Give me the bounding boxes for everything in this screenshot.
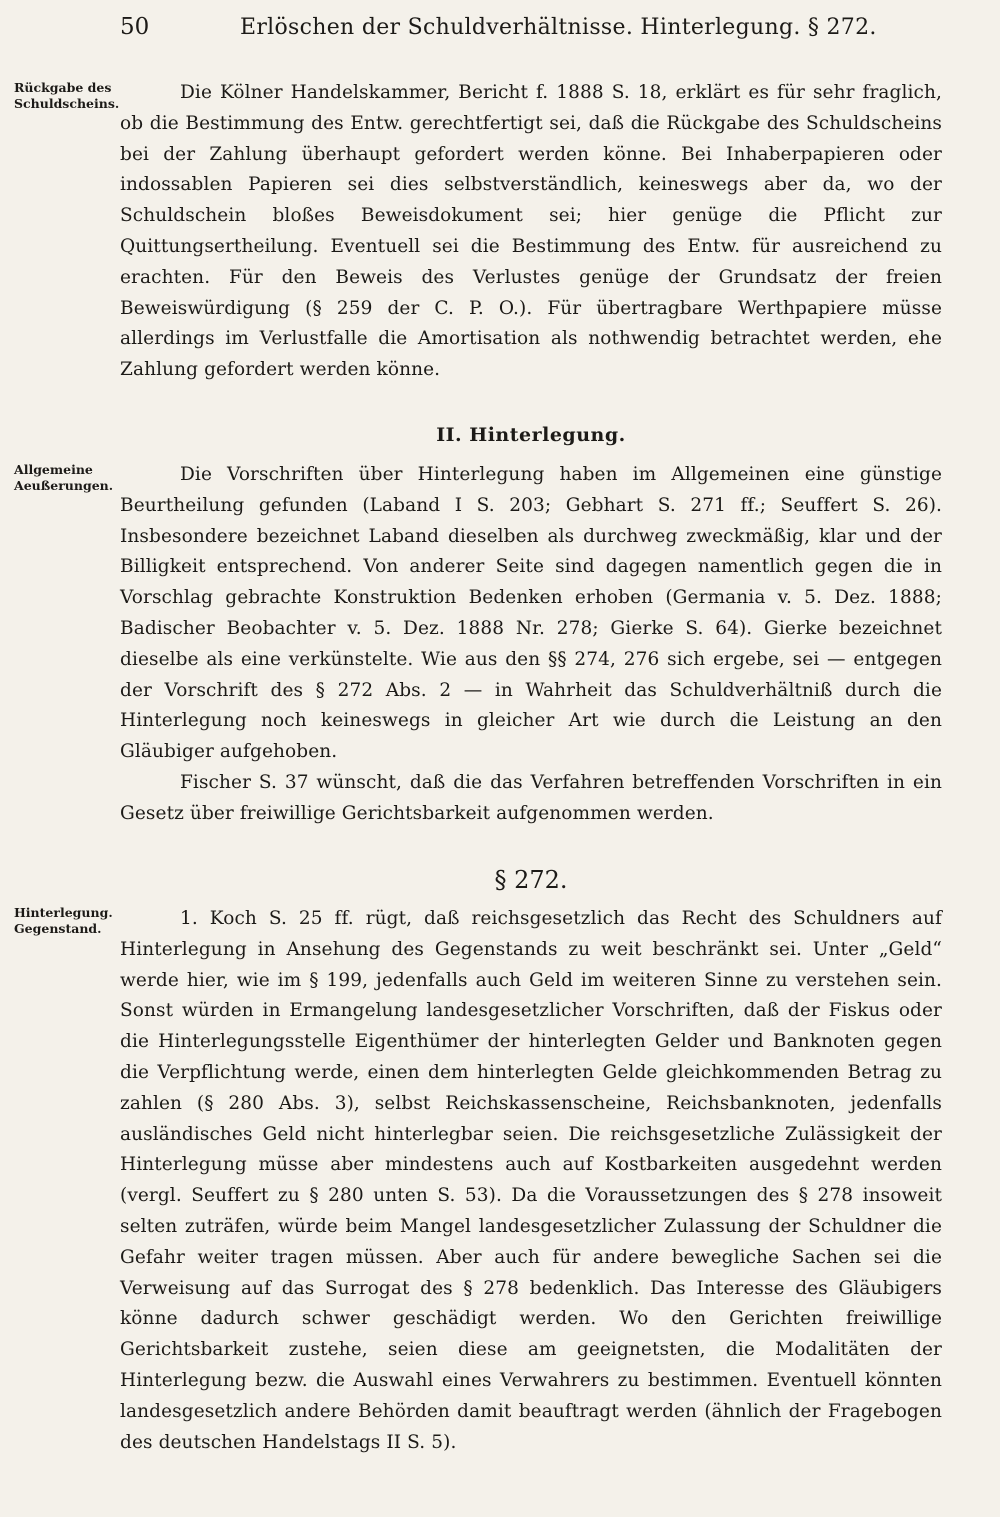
paragraph-allgemeine: Die Vorschriften über Hinterlegung haben im Allgemeinen eine günstige Beurtheilung gefunden (Laband I S. 203; Gebhart S. 271 ff.; Seuffert S. 26). Insbesondere bezeichnet Laband dieselben als durchweg zweckmäßig, klar und der Billigkeit entsprechend. Von anderer Seite sind dagegen namentlich gegen die in Vorschlag gebrachte Konstruktion Bedenken erhoben (Germania v. 5. Dez. 1888; Badischer Beobachter v. 5. Dez. 1888 Nr. 278; Gierke S. 64). Gierke bezeichnet dieselbe als eine verkünstelte. Wie aus den §§ 274, 276 sich ergebe, sei — entgegen der Vorschrift des § 272 Abs. 2 — in Wahrheit das Schuldverhältniß durch die Hinterlegung noch keineswegs in gleicher Art wie durch die Leistung an den Gläubiger aufgehoben. bbox=[120, 464, 942, 763]
paragraph-272: 1. Koch S. 25 ff. rügt, daß reichsgesetzlich das Recht des Schuldners auf Hinterlegung in Ansehung des Gegenstands zu weit beschränkt sei. Unter „Geld“ werde hier, wie im § 199, jedenfalls auch Geld im weiteren Sinne zu verstehen sein. Sonst würden in Ermangelung landesgesetzlicher Vorschriften, daß der Fiskus oder die Hinterlegungsstelle Eigenthümer der hinterlegten Gelder und Banknoten gegen die Verpflichtung werde, einen dem hinterlegten Gelde gleichkommenden Betrag zu zahlen (§ 280 Abs. 3), selbst Reichskassenscheine, Reichsbanknoten, jedenfalls ausländisches Geld nicht hinterlegbar seien. Die reichsgesetzliche Zulässigkeit der Hinterlegung müsse aber mindestens auch auf Kostbarkeiten ausgedehnt werden (vergl. Seuffert zu § 280 unten S. 53). Da die Voraussetzungen des § 278 insoweit selten zuträfen, würde beim Mangel landesgesetzlicher Zulassung der Schuldner die Gefahr weiter tragen müssen. Aber auch für andere bewegliche Sachen sei die Verweisung auf das Surrogat des § 278 bedenklich. Das Interesse des Gläubigers könne dadurch schwer geschädigt werden. Wo den Gerichten freiwillige Gerichtsbarkeit zustehe, seien diese am geeignetsten, die Modalitäten der Hinterlegung bezw. die Auswahl eines Verwahrers zu bestimmen. Eventuell könnten landesgesetzlich andere Behörden damit beauftragt werden (ähnlich der Fragebogen des deutschen Handelstags II S. 5). bbox=[120, 908, 942, 1453]
paragraph-heading-block bbox=[120, 866, 942, 894]
margin-note-hinterlegung: Hinterlegung. Gegenstand. bbox=[14, 905, 113, 936]
paragraph-rueckgabe: Die Kölner Handelskammer, Bericht f. 1888 S. 18, erklärt es für sehr fraglich, ob die Bestimmung des Entw. gerechtfertigt sei, daß die Rückgabe des Schuldscheins bei der Zahlung überhaupt gefordert werden könne. Bei Inhaberpapieren oder indossablen Papieren sei dies selbstverständlich, keineswegs aber da, wo der Schuldschein bloßes Beweisdokument sei; hier genüge die Pflicht zur Quittungsertheilung. Eventuell sei die Bestimmung des Entw. für ausreichend zu erachten. Für den Beweis des Verlustes genüge der Grundsatz der freien Beweiswürdigung (§ 259 der C. P. O.). Für übertragbare Werthpapiere müsse allerdings im Verlustfalle die Amortisation als nothwendig betrachtet werden, ehe Zahlung gefordert werden könne. bbox=[120, 82, 942, 381]
page-header bbox=[120, 14, 940, 50]
running-title: Erlöschen der Schuldverhältnisse. Hinterlegung. § 272. bbox=[240, 15, 877, 40]
paragraph-fischer: Fischer S. 37 wünscht, daß die das Verfahren betreffenden Vorschriften in ein Gesetz über freiwillige Gerichtsbarkeit aufgenommen werden. bbox=[120, 771, 942, 824]
page-number: 50 bbox=[120, 14, 150, 40]
section-heading-block bbox=[120, 424, 942, 446]
paragraph-heading: § 272. bbox=[494, 866, 568, 894]
paragraph-allgemeine-block bbox=[120, 460, 942, 830]
paragraph-272-block bbox=[120, 904, 942, 1458]
paragraph-rueckgabe-block bbox=[120, 78, 942, 386]
margin-note-allgemeine: Allgemeine Aeußerungen. bbox=[14, 462, 114, 493]
section-heading: II. Hinterlegung. bbox=[436, 424, 626, 446]
margin-note-rueckgabe: Rückgabe des Schuldscheins. bbox=[14, 80, 120, 111]
